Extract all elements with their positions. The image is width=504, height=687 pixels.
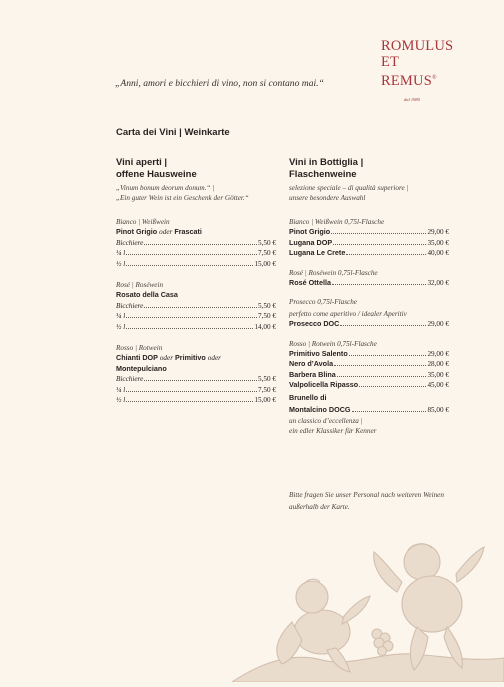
wine-row: Montalcino DOCG 85,00 € bbox=[289, 405, 449, 414]
wine-name-brunello: Brunello di bbox=[289, 392, 327, 402]
brunello-note-1: un classico d’eccellenza | bbox=[289, 416, 363, 425]
brand-since: dal 1980 bbox=[404, 97, 420, 102]
wine-name-rosso: Chianti DOP oder Primitivo oder bbox=[116, 353, 221, 362]
wine-row: Nero d’Avola 28,00 € bbox=[289, 359, 449, 368]
brand-line-2: ET bbox=[381, 54, 400, 70]
brand-line-1: ROMULUS bbox=[381, 38, 454, 54]
wine-name-rose: Rosato della Casa bbox=[116, 290, 178, 299]
wine-row: Lugana DOP 35,00 € bbox=[289, 237, 449, 247]
wine-name-bianco: Pinot Grigio oder Frascati bbox=[116, 227, 202, 236]
category-prosecco: Prosecco 0,75l-Flasche bbox=[289, 298, 357, 306]
bottle-wines-column bbox=[289, 157, 449, 436]
header-quote: „Anni, amori e bicchieri di vino, non si contano mai.“ bbox=[115, 78, 324, 89]
price-row: Bicchiere 5,50 € bbox=[116, 301, 276, 310]
wine-row: Prosecco DOC 29,00 € bbox=[289, 319, 449, 328]
price-row: ½ l 15,00 € bbox=[116, 396, 276, 404]
open-wines-heading-1: Vini aperti | bbox=[116, 157, 168, 168]
brand-line-3: REMUS® bbox=[381, 72, 437, 89]
category-bianco-bottle: Bianco | Weißwein 0,75l-Flasche bbox=[289, 218, 385, 226]
price-row: Bicchiere 5,50 € bbox=[116, 238, 276, 247]
category-rose-bottle: Rosé | Roséwein 0,75l-Flasche bbox=[289, 268, 378, 277]
price-row: Bicchiere 5,50 € bbox=[116, 375, 276, 383]
bottle-wines-heading-1: Vini in Bottiglia | bbox=[289, 157, 364, 168]
motto-german: „Ein guter Wein ist ein Geschenk der Götter.“ bbox=[116, 194, 249, 202]
page-title: Carta dei Vini | Weinkarte bbox=[116, 127, 230, 138]
prosecco-description: perfetto come aperitivo / idealer Aperitiv bbox=[289, 310, 407, 318]
staff-note: Bitte fragen Sie unser Personal nach weiteren Weinen außerhalb der Karte. bbox=[289, 491, 444, 511]
registered-mark: ® bbox=[431, 75, 437, 81]
bottle-wines-heading-2: Flaschenweine bbox=[289, 168, 357, 180]
price-row: ¼ l 7,50 € bbox=[116, 249, 276, 257]
bottle-subtitle-2: unsere besondere Auswahl bbox=[289, 194, 366, 202]
wine-row: Valpolicella Ripasso 45,00 € bbox=[289, 380, 449, 389]
motto-latin: „Vinum bonum deorum donum.“ | bbox=[116, 184, 215, 192]
bottle-subtitle-1: selezione speciale – di qualità superiore | bbox=[289, 184, 409, 192]
category-rosso: Rosso | Rotwein bbox=[116, 344, 163, 352]
wine-row: Primitivo Salento 29,00 € bbox=[289, 348, 449, 358]
wine-row: Lugana Le Crete 40,00 € bbox=[289, 248, 449, 257]
category-rosso-bottle: Rosso | Rotwein 0,75l-Flasche bbox=[289, 339, 377, 348]
brunello-note-2: ein edler Klassiker für Kenner bbox=[289, 426, 377, 435]
price-row: ½ l 14,00 € bbox=[116, 322, 276, 331]
cherub-statue-illustration bbox=[232, 512, 504, 687]
wine-row: Rosé Ottella 32,00 € bbox=[289, 277, 449, 287]
open-wines-column bbox=[116, 157, 276, 406]
category-rose: Rosé | Roséwein bbox=[116, 281, 164, 289]
open-wines-heading-2: offene Hausweine bbox=[116, 168, 197, 180]
wine-name-rosso-2: Montepulciano bbox=[116, 363, 167, 373]
wine-row: Barbera Blina 35,00 € bbox=[289, 369, 449, 379]
price-row: ¼ l 7,50 € bbox=[116, 385, 276, 394]
category-bianco: Bianco | Weißwein bbox=[116, 218, 170, 226]
price-row: ¼ l 7,50 € bbox=[116, 312, 276, 320]
price-row: ½ l 15,00 € bbox=[116, 259, 276, 268]
wine-row: Pinot Grigio 29,00 € bbox=[289, 227, 449, 236]
brand-logo bbox=[381, 38, 453, 89]
